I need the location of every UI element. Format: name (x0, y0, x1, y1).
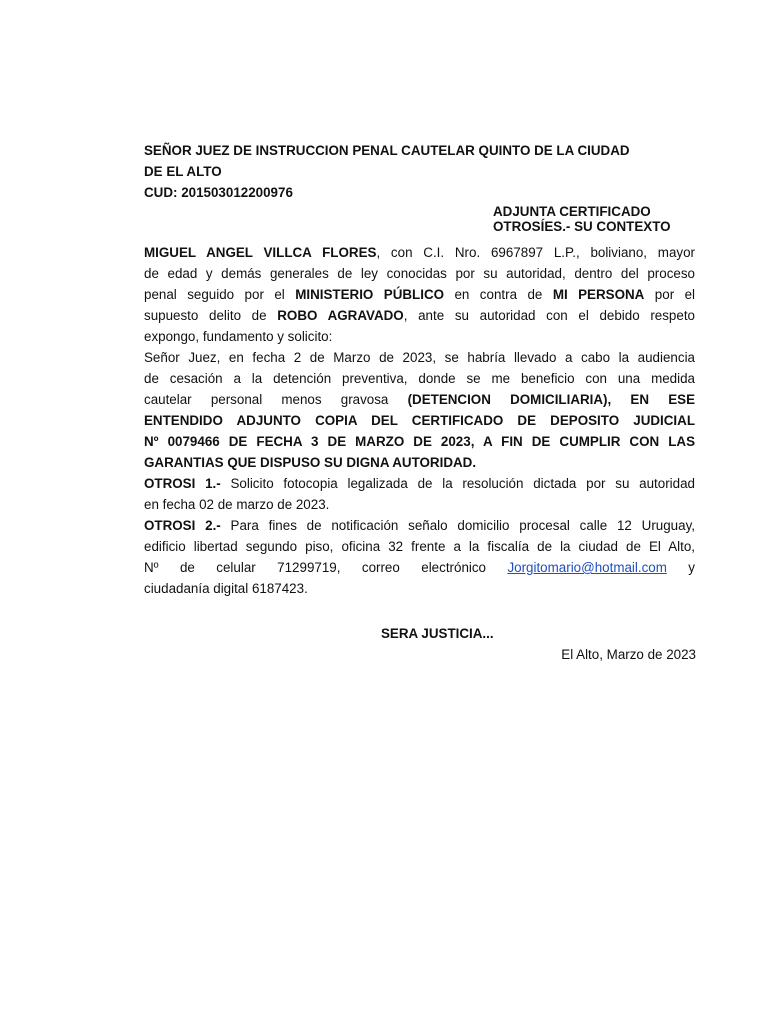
mi-persona: MI PERSONA (552, 287, 645, 302)
intro-line-3-c: por el (644, 287, 696, 302)
otrosi-2-text: Para fines de notificación señalo domicilio procesal calle 12 Uruguay, (220, 518, 695, 533)
otrosi-1-label: OTROSI 1.- (144, 476, 221, 491)
otrosi-2-line-2: edificio libertad segundo piso, oficina 32 frente a la fiscalía de la ciudad de El Alto, (144, 539, 695, 554)
case-cud: CUD: 201503012200976 (144, 185, 293, 200)
ministerio-publico: MINISTERIO PÚBLICO (295, 287, 445, 302)
otrosi-2-line-1 (144, 515, 695, 536)
intro-line-4-a: supuesto delito de (144, 308, 278, 323)
petitioner-name: MIGUEL ANGEL VILLCA FLORES (144, 245, 377, 260)
subject-line-2: OTROSÍES.- SU CONTEXTO (493, 219, 671, 234)
intro-line-4 (144, 305, 695, 326)
body-line-1: Señor Juez, en fecha 2 de Marzo de 2023, se habría llevado a cabo la audiencia (144, 350, 695, 365)
body-line-3-a: cautelar personal menos gravosa (144, 392, 408, 407)
intro-line-3-b: en contra de (444, 287, 553, 302)
intro-line-2: de edad y demás generales de ley conocidas por su autoridad, dentro del proceso (144, 266, 695, 281)
addressee-line-2: DE EL ALTO (144, 164, 222, 179)
intro-line-1-text: , con C.I. Nro. 6967897 L.P., boliviano, mayor (376, 245, 695, 260)
intro-line-5: expongo, fundamento y solicito: (144, 329, 333, 344)
body-line-3-b: (DETENCION DOMICILIARIA), EN ESE (407, 392, 696, 407)
intro-line-3 (144, 284, 695, 305)
subject-line-1: ADJUNTA CERTIFICADO (493, 204, 651, 219)
crime-name: ROBO AGRAVADO (277, 308, 404, 323)
intro-line-4-b: , ante su autoridad con el debido respeto (403, 308, 695, 323)
addressee-line-1: SEÑOR JUEZ DE INSTRUCCION PENAL CAUTELAR QUINTO DE LA CIUDAD (144, 143, 630, 158)
intro-line-3-a: penal seguido por el (144, 287, 296, 302)
closing-formula: SERA JUSTICIA... (381, 626, 494, 641)
body-line-6: GARANTIAS QUE DISPUSO SU DIGNA AUTORIDAD. (144, 455, 477, 470)
otrosi-2-label: OTROSI 2.- (144, 518, 221, 533)
body-line-4: ENTENDIDO ADJUNTO COPIA DEL CERTIFICADO DE DEPOSITO JUDICIAL (144, 413, 695, 428)
otrosi-2-line-4: ciudadanía digital 6187423. (144, 581, 308, 596)
place-date: El Alto, Marzo de 2023 (561, 647, 696, 662)
otrosi-1-line-1 (144, 473, 695, 494)
document-subject (493, 204, 671, 234)
addressee-heading (144, 140, 695, 203)
body-line-5: Nº 0079466 DE FECHA 3 DE MARZO DE 2023, A FIN DE CUMPLIR CON LAS (144, 434, 695, 449)
document-body (144, 242, 695, 599)
otrosi-1-text: Solicito fotocopia legalizada de la resolución dictada por su autoridad (220, 476, 695, 491)
intro-line-1 (144, 242, 695, 263)
email-link[interactable]: Jorgitomario@hotmail.com (507, 560, 667, 575)
otrosi-2-line-3-a: Nº de celular 71299719, correo electrónico (144, 560, 508, 575)
body-line-3 (144, 389, 695, 410)
body-line-2: de cesación a la detención preventiva, donde se me beneficio con una medida (144, 371, 695, 386)
otrosi-2-line-3-b: y (666, 560, 696, 575)
otrosi-1-line-2: en fecha 02 de marzo de 2023. (144, 497, 330, 512)
otrosi-2-line-3 (144, 557, 695, 578)
